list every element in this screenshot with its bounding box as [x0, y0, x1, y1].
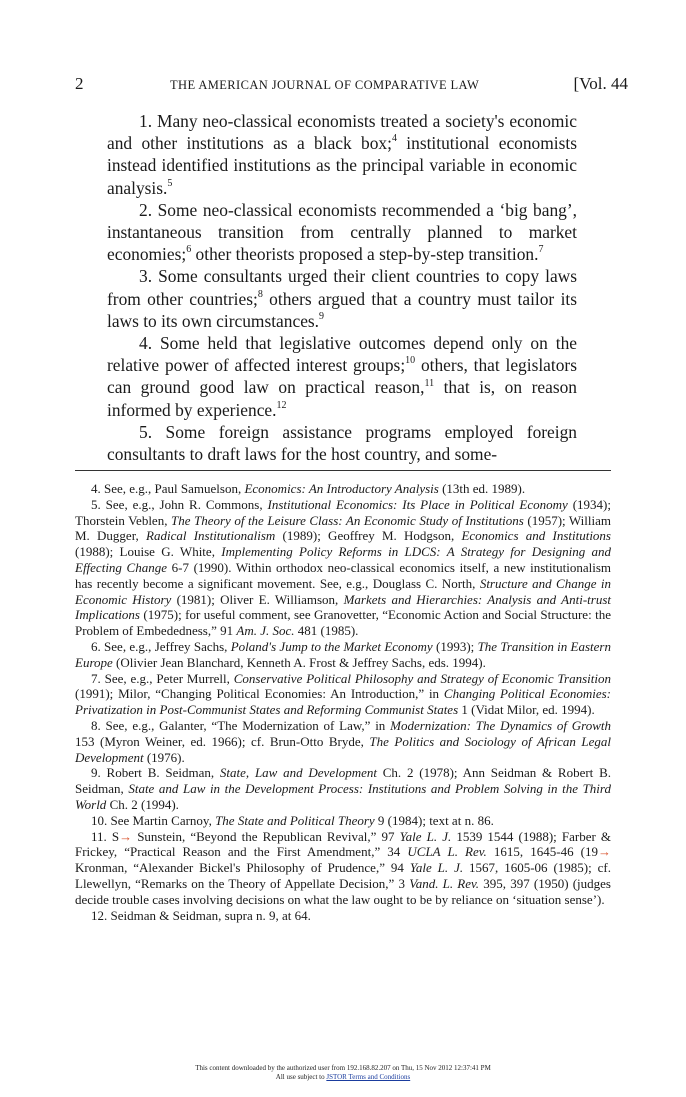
- citation-title: The Politics and Sociology of African Legal Development: [75, 733, 611, 765]
- footnote: 5. See, e.g., John R. Commons, Institutional Economics: Its Place in Political Economy (1934); Thorstein Veblen, The Theory of the Leisure Class: An Economic Study of Institutions (1957); William M. Dugger, Radical Institutionalism (1989); Geoffrey M. Hodgson, Economics and Institutions (1988); Louise G. White, Implementing Policy Reforms in LDCS: A Strategy for Designing and Effecting Change 6-7 (1990). Within orthodox neo-classical economics itself, a new institutionalism has recently become a significant movement. See, e.g., Douglass C. North, Structure and Change in Economic History (1981); Oliver E. Williamson, Markets and Hierarchies: Analysis and Anti-trust Implications (1975); for useful comment, see Granovetter, “Economic Action and Social Structure: the Problem of Embededness,” 91 Am. J. Soc. 481 (1985).: [75, 496, 612, 639]
- footnote-divider: [75, 470, 611, 471]
- body-paragraph: 2. Some neo-classical economists recommended a ‘big bang’, instantaneous transition from centrally planned to market economies;$^6$ other theorists proposed a step-by-step transition.$^7$: [107, 199, 577, 265]
- footnote: 8. See, e.g., Galanter, “The Modernization of Law,” in Modernization: The Dynamics of Growth 153 (Myron Weiner, ed. 1966); cf. Brun-Otto Bryde, The Politics and Sociology of African Legal Development (1976).: [75, 717, 611, 765]
- download-footer: [0, 1064, 686, 1082]
- footnote-ref: 4: [391, 133, 397, 145]
- terms-prefix: All use subject to: [275, 1073, 327, 1081]
- footnote-ref: 10: [405, 355, 416, 367]
- citation-title: Changing Political Economies: Privatization in Post-Communist States and Reforming Communist States: [75, 686, 611, 718]
- body-paragraph: 5. Some foreign assistance programs employed foreign consultants to draft laws for the host country, and some-: [107, 421, 577, 465]
- footnote-ref: 9: [319, 311, 325, 323]
- body-paragraph: 4. Some held that legislative outcomes depend only on the relative power of affected interest groups;$^{10}$ others, that legislators can ground good law on practical reason,$^{11}$ that is, on reason informed by experience.$^{12}$: [107, 333, 577, 420]
- citation-title: The State and Political Theory: [215, 812, 375, 828]
- footnote-ref: 6: [186, 244, 192, 256]
- footnote: 10. See Martin Carnoy, The State and Political Theory 9 (1984); text at n. 86.: [91, 812, 494, 828]
- footnote-ref: 11: [424, 377, 435, 389]
- footnote: 11. S→ Sunstein, “Beyond the Republican Revival,” 97 Yale L. J. 1539 1544 (1988); Farber & Frickey, “Practical Reason and the First Amendment,” 34 UCLA L. Rev. 1615, 1645-46 (19→ Kronman, “Alexander Bickel's Philosophy of Prudence,” 94 Yale L. J. 1567, 1605-06 (1985); cf. Llewellyn, “Remarks on the Theory of Appellate Decision,” 3 Vand. L. Rev. 395, 397 (1950) (judges decide trouble cases involving decisions on what the law ought to be by reliance on ‘situation sense’).: [75, 828, 612, 907]
- body-paragraph: 3. Some consultants urged their client countries to copy laws from other countries;$^8$ others argued that a country must tailor its laws to its own circumstances.$^9$: [107, 266, 578, 331]
- citation-title: Structure and Change in Economic History: [75, 575, 611, 607]
- footnote-ref: 8: [257, 288, 263, 300]
- citation-title: Economics: An Introductory Analysis: [244, 481, 439, 496]
- footnote: 12. Seidman & Seidman, supra n. 9, at 64.: [91, 907, 311, 923]
- body-paragraph: 1. Many neo-classical economists treated a society's economic and other institutions as a black box;$^4$ institutional economists instead identified institutions as the principal variable in economic analysis.$^5$: [107, 111, 577, 198]
- journal-title: THE AMERICAN JOURNAL OF COMPARATIVE LAW: [170, 78, 480, 92]
- page-number: 2: [75, 74, 84, 93]
- footnote: 9. Robert B. Seidman, State, Law and Development Ch. 2 (1978); Ann Seidman & Robert B. Seidman, State and Law in the Development Process: Institutions and Problem Solving in the Third World Ch. 2 (1994).: [75, 765, 611, 812]
- footnote-ref: 7: [538, 244, 544, 256]
- annotation-arrow-icon: →: [597, 844, 611, 860]
- citation-title: Institutional Economics: Its Place in Political Economy: [267, 496, 568, 512]
- citation-title: Vand. L. Rev.: [409, 875, 480, 891]
- annotation-arrow-icon: →: [119, 828, 133, 844]
- footnote: 6. See, e.g., Jeffrey Sachs, Poland's Jump to the Market Economy (1993); The Transition in Eastern Europe (Olivier Jean Blanchard, Kenneth A. Frost & Jeffrey Sachs, eds. 1994).: [75, 638, 611, 670]
- footnote: 7. See, e.g., Peter Murrell, Conservative Political Philosophy and Strategy of Economic Transition (1991); Milor, “Changing Political Economies: An Introduction,” in Changing Political Economies: Privatization in Post-Communist States and Reforming Communist States 1 (Vidat Milor, ed. 1994).: [75, 670, 611, 718]
- body-text: [107, 110, 577, 465]
- download-notice: This content downloaded by the authorized user from 192.168.82.207 on Thu, 15 Nov 2012 12:37:41 PM: [195, 1064, 491, 1072]
- citation-title: State, Law and Development: [219, 765, 377, 781]
- citation-title: Yale L. J.: [399, 828, 452, 844]
- citation-title: Poland's Jump to the Market Economy: [230, 638, 433, 654]
- footnote-ref: 5: [167, 177, 173, 189]
- footnotes: [75, 481, 611, 923]
- citation-title: The Transition in Eastern Europe: [75, 638, 611, 670]
- citation-title: Radical Institutionalism: [146, 528, 276, 544]
- terms-line: [0, 1073, 686, 1082]
- citation-title: Economics and Institutions: [461, 528, 611, 544]
- volume-label: [Vol. 44: [573, 74, 628, 93]
- citation-title: The Theory of the Leisure Class: An Economic Study of Institutions: [170, 512, 524, 528]
- footnote: 4. See, e.g., Paul Samuelson, Economics: An Introductory Analysis (13th ed. 1989).: [91, 481, 526, 496]
- citation-title: UCLA L. Rev.: [407, 844, 487, 860]
- footnote-ref: 12: [276, 399, 287, 411]
- citation-title: Am. J. Soc.: [236, 623, 295, 639]
- running-header: [75, 74, 628, 96]
- citation-title: Modernization: The Dynamics of Growth: [390, 717, 611, 733]
- citation-title: State and Law in the Development Process: Institutions and Problem Solving in the Third World: [75, 781, 611, 812]
- citation-title: Markets and Hierarchies: Analysis and Anti-trust Implications: [75, 591, 612, 623]
- jstor-terms-link[interactable]: JSTOR Terms and Conditions: [326, 1073, 411, 1081]
- citation-title: Implementing Policy Reforms in LDCS: A Strategy for Designing and Effecting Change: [75, 544, 611, 575]
- citation-title: Conservative Political Philosophy and Strategy of Economic Transition: [233, 670, 611, 686]
- citation-title: Yale L. J.: [409, 860, 464, 876]
